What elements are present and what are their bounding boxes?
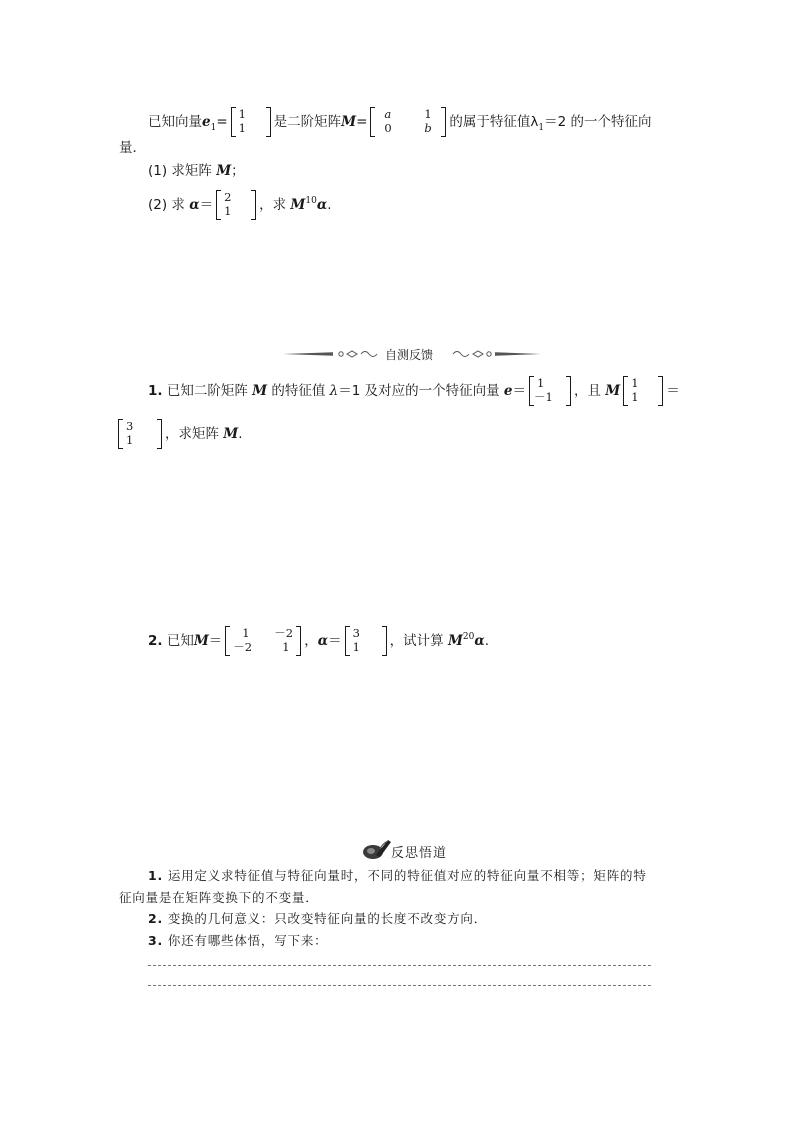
vector-x: 1 1 — [623, 376, 663, 406]
intro-question-2: (2) 求 α＝ 2 1 ，求 $M^{10}\alpha$. — [148, 190, 332, 218]
reflection-brush-icon — [362, 837, 392, 861]
reflection-point-2: 2. 变换的几何意义：只改变特征向量的长度不改变方向． — [148, 911, 488, 926]
exercise-1-line-2: 3 1 ，求矩阵 M. — [116, 419, 243, 449]
vector-e: 1 －1 — [529, 376, 571, 406]
matrix-M-intro: a 1 0 b — [370, 107, 446, 137]
reflection-point-1b: 征向量是在矩阵变换下的不变量． — [119, 890, 319, 905]
writing-line-1 — [148, 965, 651, 966]
section-ornament-right — [451, 348, 541, 360]
intro-line-1: 已知向量$e_1=$ 1 1 是二阶矩阵M= a 1 0 b 的属于特征值$\lambda_1=2$ 的一个特征向 — [148, 107, 652, 135]
section-title-self-test: 自测反馈 — [385, 348, 434, 362]
exercise-2: 2. 已知M＝ 1 －2 －2 1 ，α＝ 3 1 ，试计算 $M^{20}\alpha$. — [148, 626, 490, 654]
intro-question-1: (1) 求矩阵 M； — [148, 163, 245, 179]
vector-y: 3 1 — [118, 419, 162, 449]
section-ornament-left — [283, 348, 379, 360]
reflection-point-1a: 1. 运用定义求特征值与特征向量时，不同的特征值对应的特征向量不相等；矩阵的特 — [148, 868, 647, 883]
writing-line-2 — [148, 985, 651, 986]
reflection-title: 反思悟道 — [391, 846, 448, 861]
vector-e1: 1 1 — [231, 107, 271, 137]
vector-alpha-ex2: 3 1 — [345, 626, 387, 656]
intro-line-2: 量． — [119, 140, 146, 156]
reflection-point-3: 3. 你还有哪些体悟，写下来： — [148, 933, 328, 948]
matrix-M-ex2: 1 －2 －2 1 — [225, 626, 301, 656]
exercise-1-line-1: 1. 已知二阶矩阵 M 的特征值 λ＝1 及对应的一个特征向量 e＝ 1 －1 ，且 M 1 1 ＝ — [148, 376, 680, 404]
vector-alpha-intro: 2 1 — [216, 190, 256, 220]
